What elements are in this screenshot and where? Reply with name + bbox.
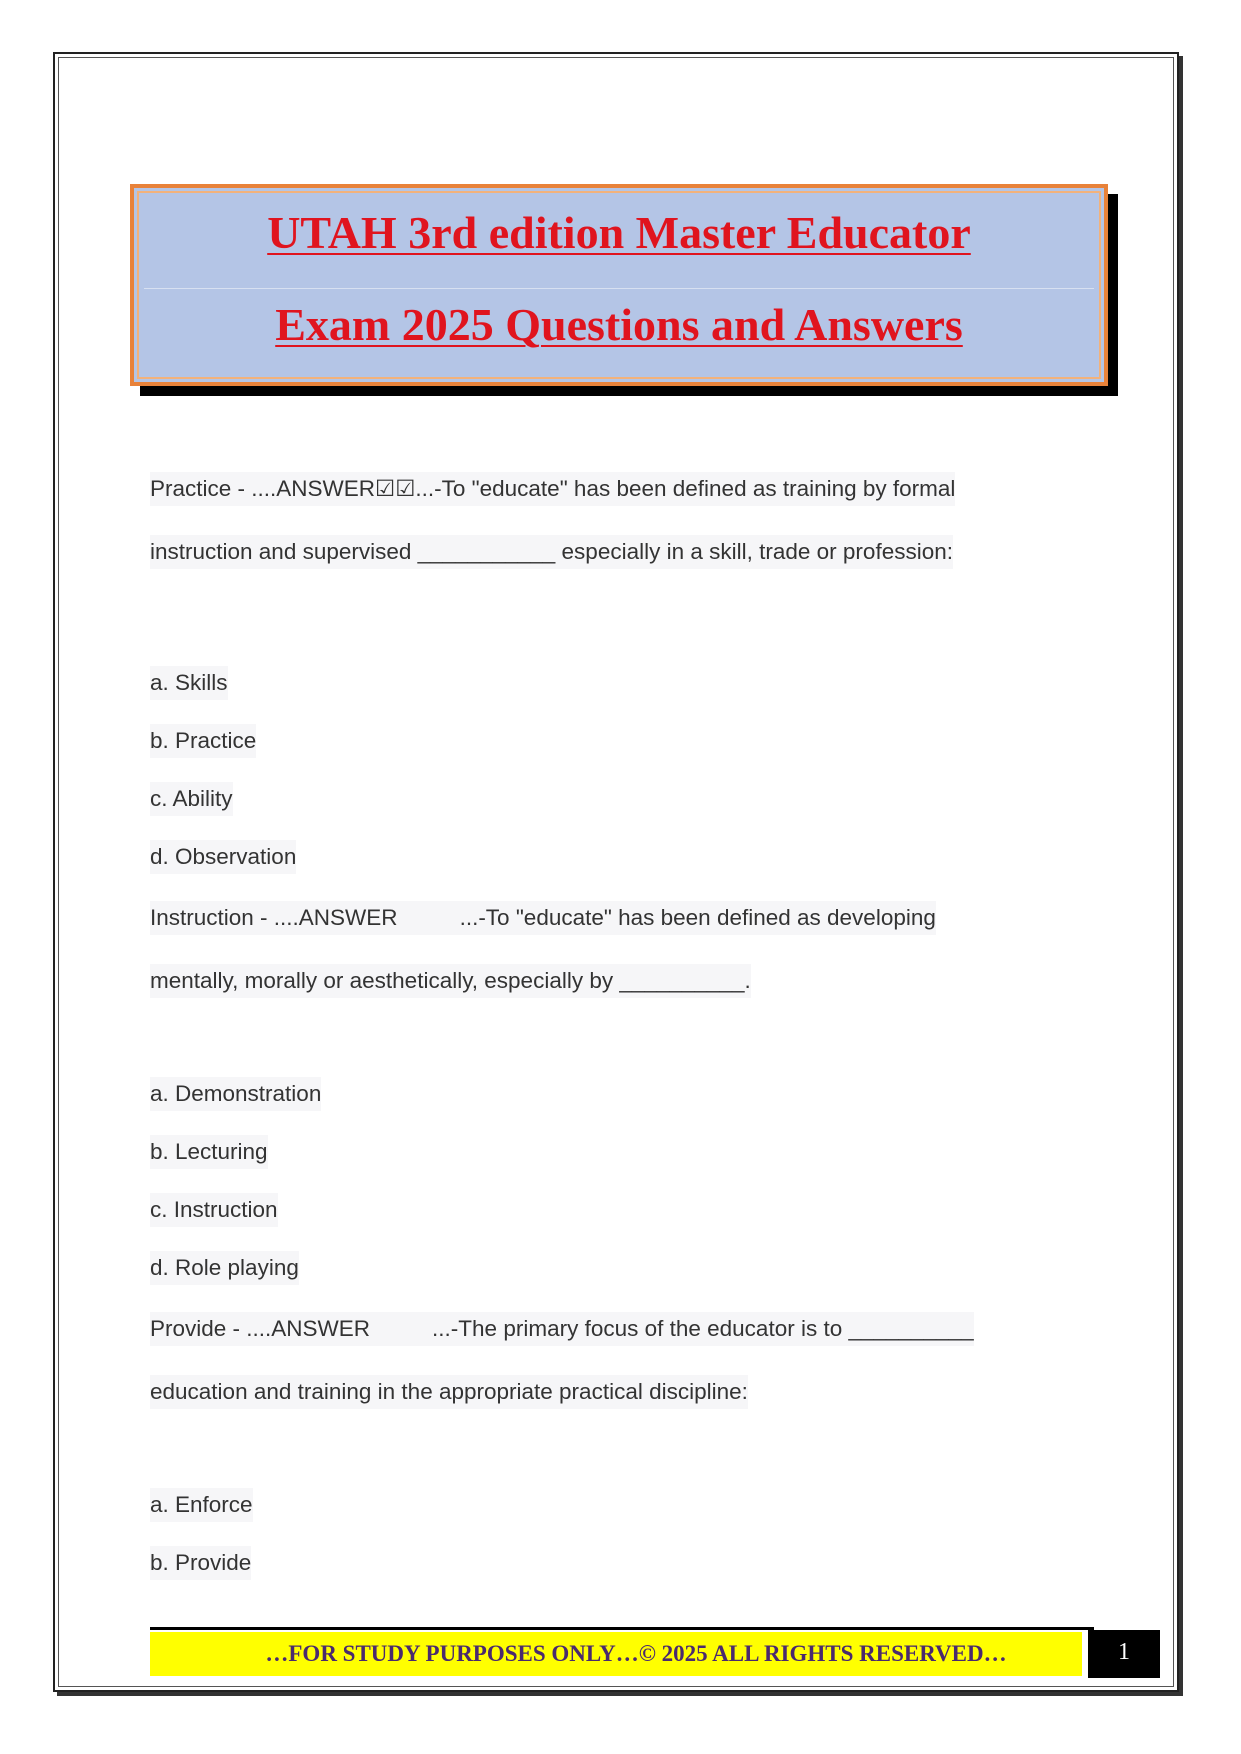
document-title-line-1: UTAH 3rd edition Master Educator [267, 207, 971, 258]
question-1-line-2: instruction and supervised ___________ especially in a skill, trade or profession: [150, 535, 953, 569]
question-3-line-1 [150, 1312, 974, 1346]
question-2-prompt-start: ...-To "educate" has been defined as developing [459, 905, 936, 930]
question-1-option-b: b. Practice [150, 724, 256, 758]
question-2-option-a: a. Demonstration [150, 1077, 321, 1111]
question-1-option-c: c. Ability [150, 782, 233, 816]
footer-rule [150, 1627, 1094, 1630]
question-2-option-b: b. Lecturing [150, 1135, 268, 1169]
document-title-line-2: Exam 2025 Questions and Answers [275, 299, 963, 350]
question-3-option-b: b. Provide [150, 1546, 251, 1580]
question-2-option-d: d. Role playing [150, 1251, 299, 1285]
question-3-answer-label: Provide - ....ANSWER [150, 1316, 371, 1341]
title-box [130, 184, 1108, 386]
question-2-line-2: mentally, morally or aesthetically, especially by __________. [150, 964, 751, 998]
page-number: 1 [1088, 1630, 1160, 1678]
title-divider [144, 288, 1094, 289]
question-1-option-a: a. Skills [150, 666, 228, 700]
question-3-option-a: a. Enforce [150, 1488, 253, 1522]
question-2-answer-label: Instruction - ....ANSWER [150, 905, 398, 930]
footer-disclaimer: …FOR STUDY PURPOSES ONLY…© 2025 ALL RIGHTS RESERVED… [150, 1632, 1082, 1676]
question-2-line-1 [150, 901, 936, 935]
question-2-option-c: c. Instruction [150, 1193, 278, 1227]
question-1-option-d: d. Observation [150, 840, 296, 874]
question-1-line-1: Practice - ....ANSWER☑☑...-To "educate" has been defined as training by formal [150, 472, 955, 506]
question-3-line-2: education and training in the appropriate practical discipline: [150, 1375, 748, 1409]
question-3-prompt-start: ...-The primary focus of the educator is to __________ [432, 1316, 974, 1341]
